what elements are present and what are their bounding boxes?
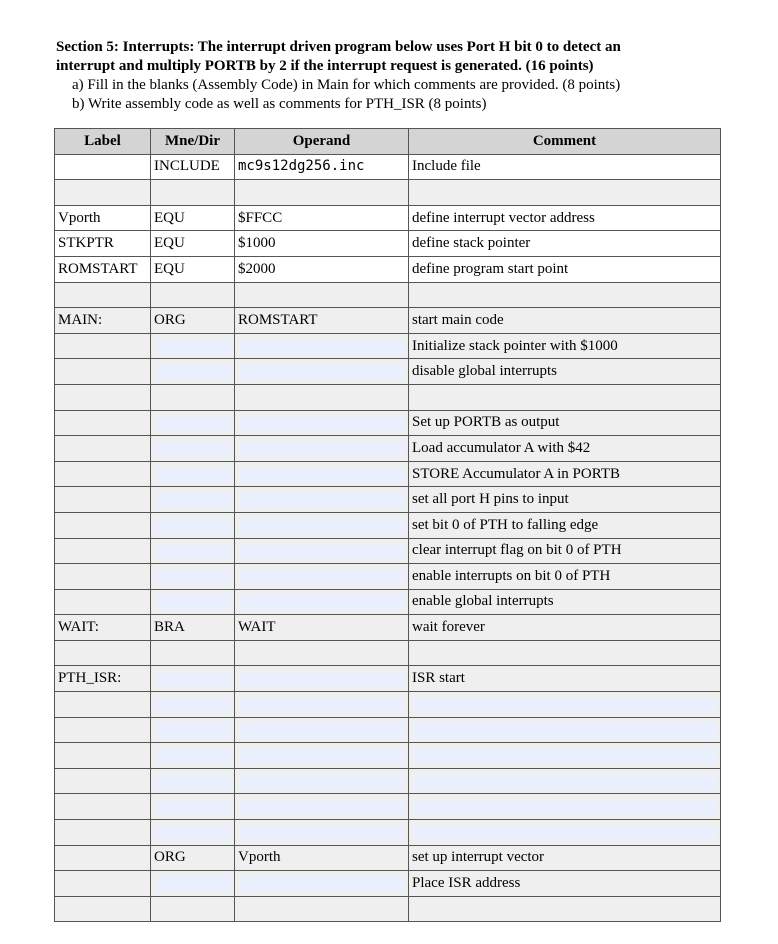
label-cell <box>55 615 151 641</box>
answer-blank-field[interactable] <box>413 825 716 840</box>
comment-cell <box>409 666 721 692</box>
label-cell <box>55 768 151 794</box>
table-row <box>55 384 721 410</box>
mnemonic-cell-text: ORG <box>154 849 186 866</box>
table-row <box>55 640 721 666</box>
label-cell <box>55 717 151 743</box>
comment-cell-text: define program start point <box>412 260 569 277</box>
label-cell <box>55 308 151 334</box>
label-cell <box>55 512 151 538</box>
label-cell <box>55 461 151 487</box>
answer-blank-field[interactable] <box>239 569 404 584</box>
comment-cell <box>409 256 721 282</box>
comment-cell-text: enable global interrupts <box>412 593 554 610</box>
label-cell <box>55 845 151 871</box>
label-cell <box>55 896 151 922</box>
comment-cell <box>409 359 721 385</box>
comment-cell-text: define stack pointer <box>412 235 531 252</box>
comment-cell-text: set up interrupt vector <box>412 849 545 866</box>
answer-blank-field[interactable] <box>413 799 716 814</box>
operand-cell <box>235 333 409 359</box>
answer-blank-field[interactable] <box>239 518 404 533</box>
comment-cell-text: define interrupt vector address <box>412 209 595 226</box>
comment-cell-text: STORE Accumulator A in PORTB <box>412 465 621 482</box>
label-cell <box>55 359 151 385</box>
operand-cell <box>235 410 409 436</box>
table-row <box>55 589 721 615</box>
table-row <box>55 410 721 436</box>
label-cell-text: Vporth <box>58 209 101 226</box>
operand-cell <box>235 154 409 180</box>
mnemonic-column-header: Mne/Dir <box>151 129 235 155</box>
mnemonic-cell-text: INCLUDE <box>154 158 220 175</box>
comment-cell <box>409 820 721 846</box>
label-column-header: Label <box>55 129 151 155</box>
table-row <box>55 615 721 641</box>
mnemonic-cell <box>151 615 235 641</box>
operand-cell <box>235 282 409 308</box>
label-cell <box>55 794 151 820</box>
mnemonic-cell <box>151 461 235 487</box>
answer-blank-field[interactable] <box>239 339 404 354</box>
mnemonic-cell <box>151 666 235 692</box>
label-cell-text: MAIN: <box>58 311 103 328</box>
table-row <box>55 512 721 538</box>
comment-cell-text: Include file <box>412 158 481 175</box>
comment-cell <box>409 794 721 820</box>
answer-blank-field[interactable] <box>239 697 404 712</box>
table-row <box>55 896 721 922</box>
answer-blank-field[interactable] <box>239 415 404 430</box>
answer-blank-field[interactable] <box>155 543 230 558</box>
mnemonic-cell <box>151 820 235 846</box>
table-row <box>55 154 721 180</box>
answer-blank-field[interactable] <box>239 671 404 686</box>
mnemonic-cell <box>151 282 235 308</box>
comment-cell-text: enable interrupts on bit 0 of PTH <box>412 567 611 584</box>
label-cell <box>55 205 151 231</box>
operand-cell <box>235 461 409 487</box>
comment-cell <box>409 845 721 871</box>
answer-blank-field[interactable] <box>239 748 404 763</box>
table-row <box>55 308 721 334</box>
comment-cell <box>409 896 721 922</box>
mnemonic-cell <box>151 359 235 385</box>
comment-cell <box>409 308 721 334</box>
part-a-instruction: a) Fill in the blanks (Assembly Code) in Main for which comments are provided. (8 points) <box>72 77 621 93</box>
answer-blank-field[interactable] <box>155 799 230 814</box>
answer-blank-field[interactable] <box>155 748 230 763</box>
mnemonic-cell-text: ORG <box>154 311 186 328</box>
comment-cell <box>409 461 721 487</box>
table-row <box>55 461 721 487</box>
table-row <box>55 256 721 282</box>
mnemonic-cell <box>151 564 235 590</box>
mnemonic-cell-text: BRA <box>154 619 185 636</box>
mnemonic-cell <box>151 436 235 462</box>
label-cell-text: STKPTR <box>58 235 114 252</box>
label-cell-text: WAIT: <box>58 619 99 636</box>
comment-cell-text: set bit 0 of PTH to falling edge <box>412 516 599 533</box>
label-cell <box>55 666 151 692</box>
answer-blank-field[interactable] <box>155 492 230 507</box>
answer-blank-field[interactable] <box>155 364 230 379</box>
label-cell <box>55 180 151 206</box>
operand-cell <box>235 359 409 385</box>
mnemonic-cell <box>151 256 235 282</box>
answer-blank-field[interactable] <box>413 697 716 712</box>
comment-cell <box>409 231 721 257</box>
table-row <box>55 743 721 769</box>
comment-cell <box>409 487 721 513</box>
table-row <box>55 845 721 871</box>
comment-cell <box>409 180 721 206</box>
operand-cell-text: ROMSTART <box>238 311 318 328</box>
operand-cell <box>235 820 409 846</box>
comment-cell <box>409 768 721 794</box>
operand-cell <box>235 384 409 410</box>
answer-blank-field[interactable] <box>239 722 404 737</box>
label-cell <box>55 410 151 436</box>
table-header-row <box>55 129 721 155</box>
mnemonic-cell-text: EQU <box>154 235 185 252</box>
mnemonic-cell <box>151 333 235 359</box>
comment-cell <box>409 871 721 897</box>
answer-blank-field[interactable] <box>155 518 230 533</box>
operand-cell <box>235 256 409 282</box>
label-cell <box>55 538 151 564</box>
table-row <box>55 794 721 820</box>
answer-blank-field[interactable] <box>155 415 230 430</box>
comment-column-header: Comment <box>409 129 721 155</box>
table-row <box>55 564 721 590</box>
operand-cell <box>235 717 409 743</box>
mnemonic-cell <box>151 794 235 820</box>
comment-cell <box>409 640 721 666</box>
table-row <box>55 820 721 846</box>
label-cell <box>55 487 151 513</box>
comment-cell-text: Initialize stack pointer with $1000 <box>412 337 618 354</box>
operand-cell-text: mc9s12dg256.inc <box>238 158 365 175</box>
table-row <box>55 692 721 718</box>
operand-cell <box>235 308 409 334</box>
mnemonic-cell <box>151 589 235 615</box>
table-row <box>55 333 721 359</box>
table-row <box>55 768 721 794</box>
mnemonic-cell <box>151 717 235 743</box>
label-cell <box>55 282 151 308</box>
table-row <box>55 487 721 513</box>
answer-blank-field[interactable] <box>239 799 404 814</box>
mnemonic-cell <box>151 308 235 334</box>
comment-cell-text: Place ISR address <box>412 875 521 892</box>
mnemonic-cell <box>151 512 235 538</box>
code-table-body <box>55 154 721 922</box>
label-cell <box>55 743 151 769</box>
answer-blank-field[interactable] <box>155 671 230 686</box>
comment-cell-text: disable global interrupts <box>412 363 557 380</box>
operand-cell-text: WAIT <box>238 619 276 636</box>
operand-cell-text: $2000 <box>238 260 276 277</box>
operand-cell <box>235 538 409 564</box>
mnemonic-cell <box>151 410 235 436</box>
comment-cell <box>409 282 721 308</box>
mnemonic-cell <box>151 743 235 769</box>
comment-cell <box>409 538 721 564</box>
answer-blank-field[interactable] <box>155 774 230 789</box>
mnemonic-cell <box>151 205 235 231</box>
operand-cell <box>235 666 409 692</box>
mnemonic-cell <box>151 538 235 564</box>
mnemonic-cell-text: EQU <box>154 260 185 277</box>
comment-cell <box>409 564 721 590</box>
operand-cell <box>235 871 409 897</box>
operand-cell <box>235 231 409 257</box>
comment-cell <box>409 717 721 743</box>
comment-cell-text: ISR start <box>412 670 465 687</box>
mnemonic-cell <box>151 487 235 513</box>
comment-cell-text: clear interrupt flag on bit 0 of PTH <box>412 542 622 559</box>
answer-blank-field[interactable] <box>413 748 716 763</box>
answer-blank-field[interactable] <box>413 774 716 789</box>
operand-cell <box>235 743 409 769</box>
answer-blank-field[interactable] <box>413 722 716 737</box>
label-cell <box>55 820 151 846</box>
comment-cell <box>409 205 721 231</box>
table-row <box>55 282 721 308</box>
operand-column-header: Operand <box>235 129 409 155</box>
operand-cell <box>235 205 409 231</box>
comment-cell <box>409 615 721 641</box>
operand-cell-text: Vporth <box>238 849 281 866</box>
comment-cell-text: start main code <box>412 311 504 328</box>
operand-cell <box>235 768 409 794</box>
answer-blank-field[interactable] <box>155 569 230 584</box>
answer-blank-field[interactable] <box>239 594 404 609</box>
table-row <box>55 871 721 897</box>
label-cell <box>55 589 151 615</box>
operand-cell-text: $1000 <box>238 235 276 252</box>
table-row <box>55 717 721 743</box>
label-cell <box>55 231 151 257</box>
answer-blank-field[interactable] <box>239 492 404 507</box>
operand-cell <box>235 615 409 641</box>
question-title-line-2: interrupt and multiply PORTB by 2 if the interrupt request is generated. (16 points) <box>56 58 594 74</box>
mnemonic-cell <box>151 180 235 206</box>
answer-blank-field[interactable] <box>155 697 230 712</box>
label-cell <box>55 436 151 462</box>
operand-cell <box>235 564 409 590</box>
answer-blank-field[interactable] <box>239 774 404 789</box>
answer-blank-field[interactable] <box>155 876 230 891</box>
comment-cell <box>409 436 721 462</box>
comment-cell <box>409 410 721 436</box>
operand-cell <box>235 436 409 462</box>
mnemonic-cell <box>151 896 235 922</box>
answer-blank-field[interactable] <box>239 364 404 379</box>
table-row <box>55 205 721 231</box>
label-cell-text: PTH_ISR: <box>58 670 122 687</box>
comment-cell <box>409 333 721 359</box>
operand-cell <box>235 180 409 206</box>
label-cell <box>55 256 151 282</box>
question-title-line-1: Section 5: Interrupts: The interrupt driven program below uses Port H bit 0 to detect an <box>56 39 621 55</box>
comment-cell-text: set all port H pins to input <box>412 491 569 508</box>
answer-blank-field[interactable] <box>239 825 404 840</box>
table-row <box>55 180 721 206</box>
answer-blank-field[interactable] <box>239 876 404 891</box>
label-cell <box>55 154 151 180</box>
label-cell <box>55 871 151 897</box>
question-header <box>56 38 746 114</box>
comment-cell <box>409 743 721 769</box>
operand-cell <box>235 845 409 871</box>
label-cell <box>55 384 151 410</box>
assembly-code-table <box>54 128 721 922</box>
answer-blank-field[interactable] <box>239 467 404 482</box>
label-cell <box>55 564 151 590</box>
table-row <box>55 436 721 462</box>
comment-cell-text: wait forever <box>412 619 485 636</box>
mnemonic-cell <box>151 154 235 180</box>
operand-cell-text: $FFCC <box>238 209 283 226</box>
mnemonic-cell <box>151 692 235 718</box>
answer-blank-field[interactable] <box>239 441 404 456</box>
comment-cell <box>409 692 721 718</box>
operand-cell <box>235 640 409 666</box>
label-cell <box>55 333 151 359</box>
mnemonic-cell <box>151 231 235 257</box>
operand-cell <box>235 896 409 922</box>
answer-blank-field[interactable] <box>155 594 230 609</box>
label-cell-text: ROMSTART <box>58 260 138 277</box>
mnemonic-cell-text: EQU <box>154 209 185 226</box>
table-row <box>55 231 721 257</box>
answer-blank-field[interactable] <box>155 825 230 840</box>
operand-cell <box>235 487 409 513</box>
answer-blank-field[interactable] <box>155 722 230 737</box>
label-cell <box>55 692 151 718</box>
mnemonic-cell <box>151 871 235 897</box>
comment-cell <box>409 512 721 538</box>
table-row <box>55 359 721 385</box>
operand-cell <box>235 589 409 615</box>
answer-blank-field[interactable] <box>155 441 230 456</box>
mnemonic-cell <box>151 384 235 410</box>
table-row <box>55 666 721 692</box>
comment-cell <box>409 384 721 410</box>
comment-cell <box>409 589 721 615</box>
table-row <box>55 538 721 564</box>
answer-blank-field[interactable] <box>155 339 230 354</box>
mnemonic-cell <box>151 845 235 871</box>
operand-cell <box>235 512 409 538</box>
comment-cell <box>409 154 721 180</box>
part-b-instruction: b) Write assembly code as well as comments for PTH_ISR (8 points) <box>72 96 487 112</box>
mnemonic-cell <box>151 768 235 794</box>
operand-cell <box>235 692 409 718</box>
mnemonic-cell <box>151 640 235 666</box>
operand-cell <box>235 794 409 820</box>
comment-cell-text: Set up PORTB as output <box>412 414 560 431</box>
answer-blank-field[interactable] <box>239 543 404 558</box>
comment-cell-text: Load accumulator A with $42 <box>412 439 591 456</box>
label-cell <box>55 640 151 666</box>
answer-blank-field[interactable] <box>155 467 230 482</box>
